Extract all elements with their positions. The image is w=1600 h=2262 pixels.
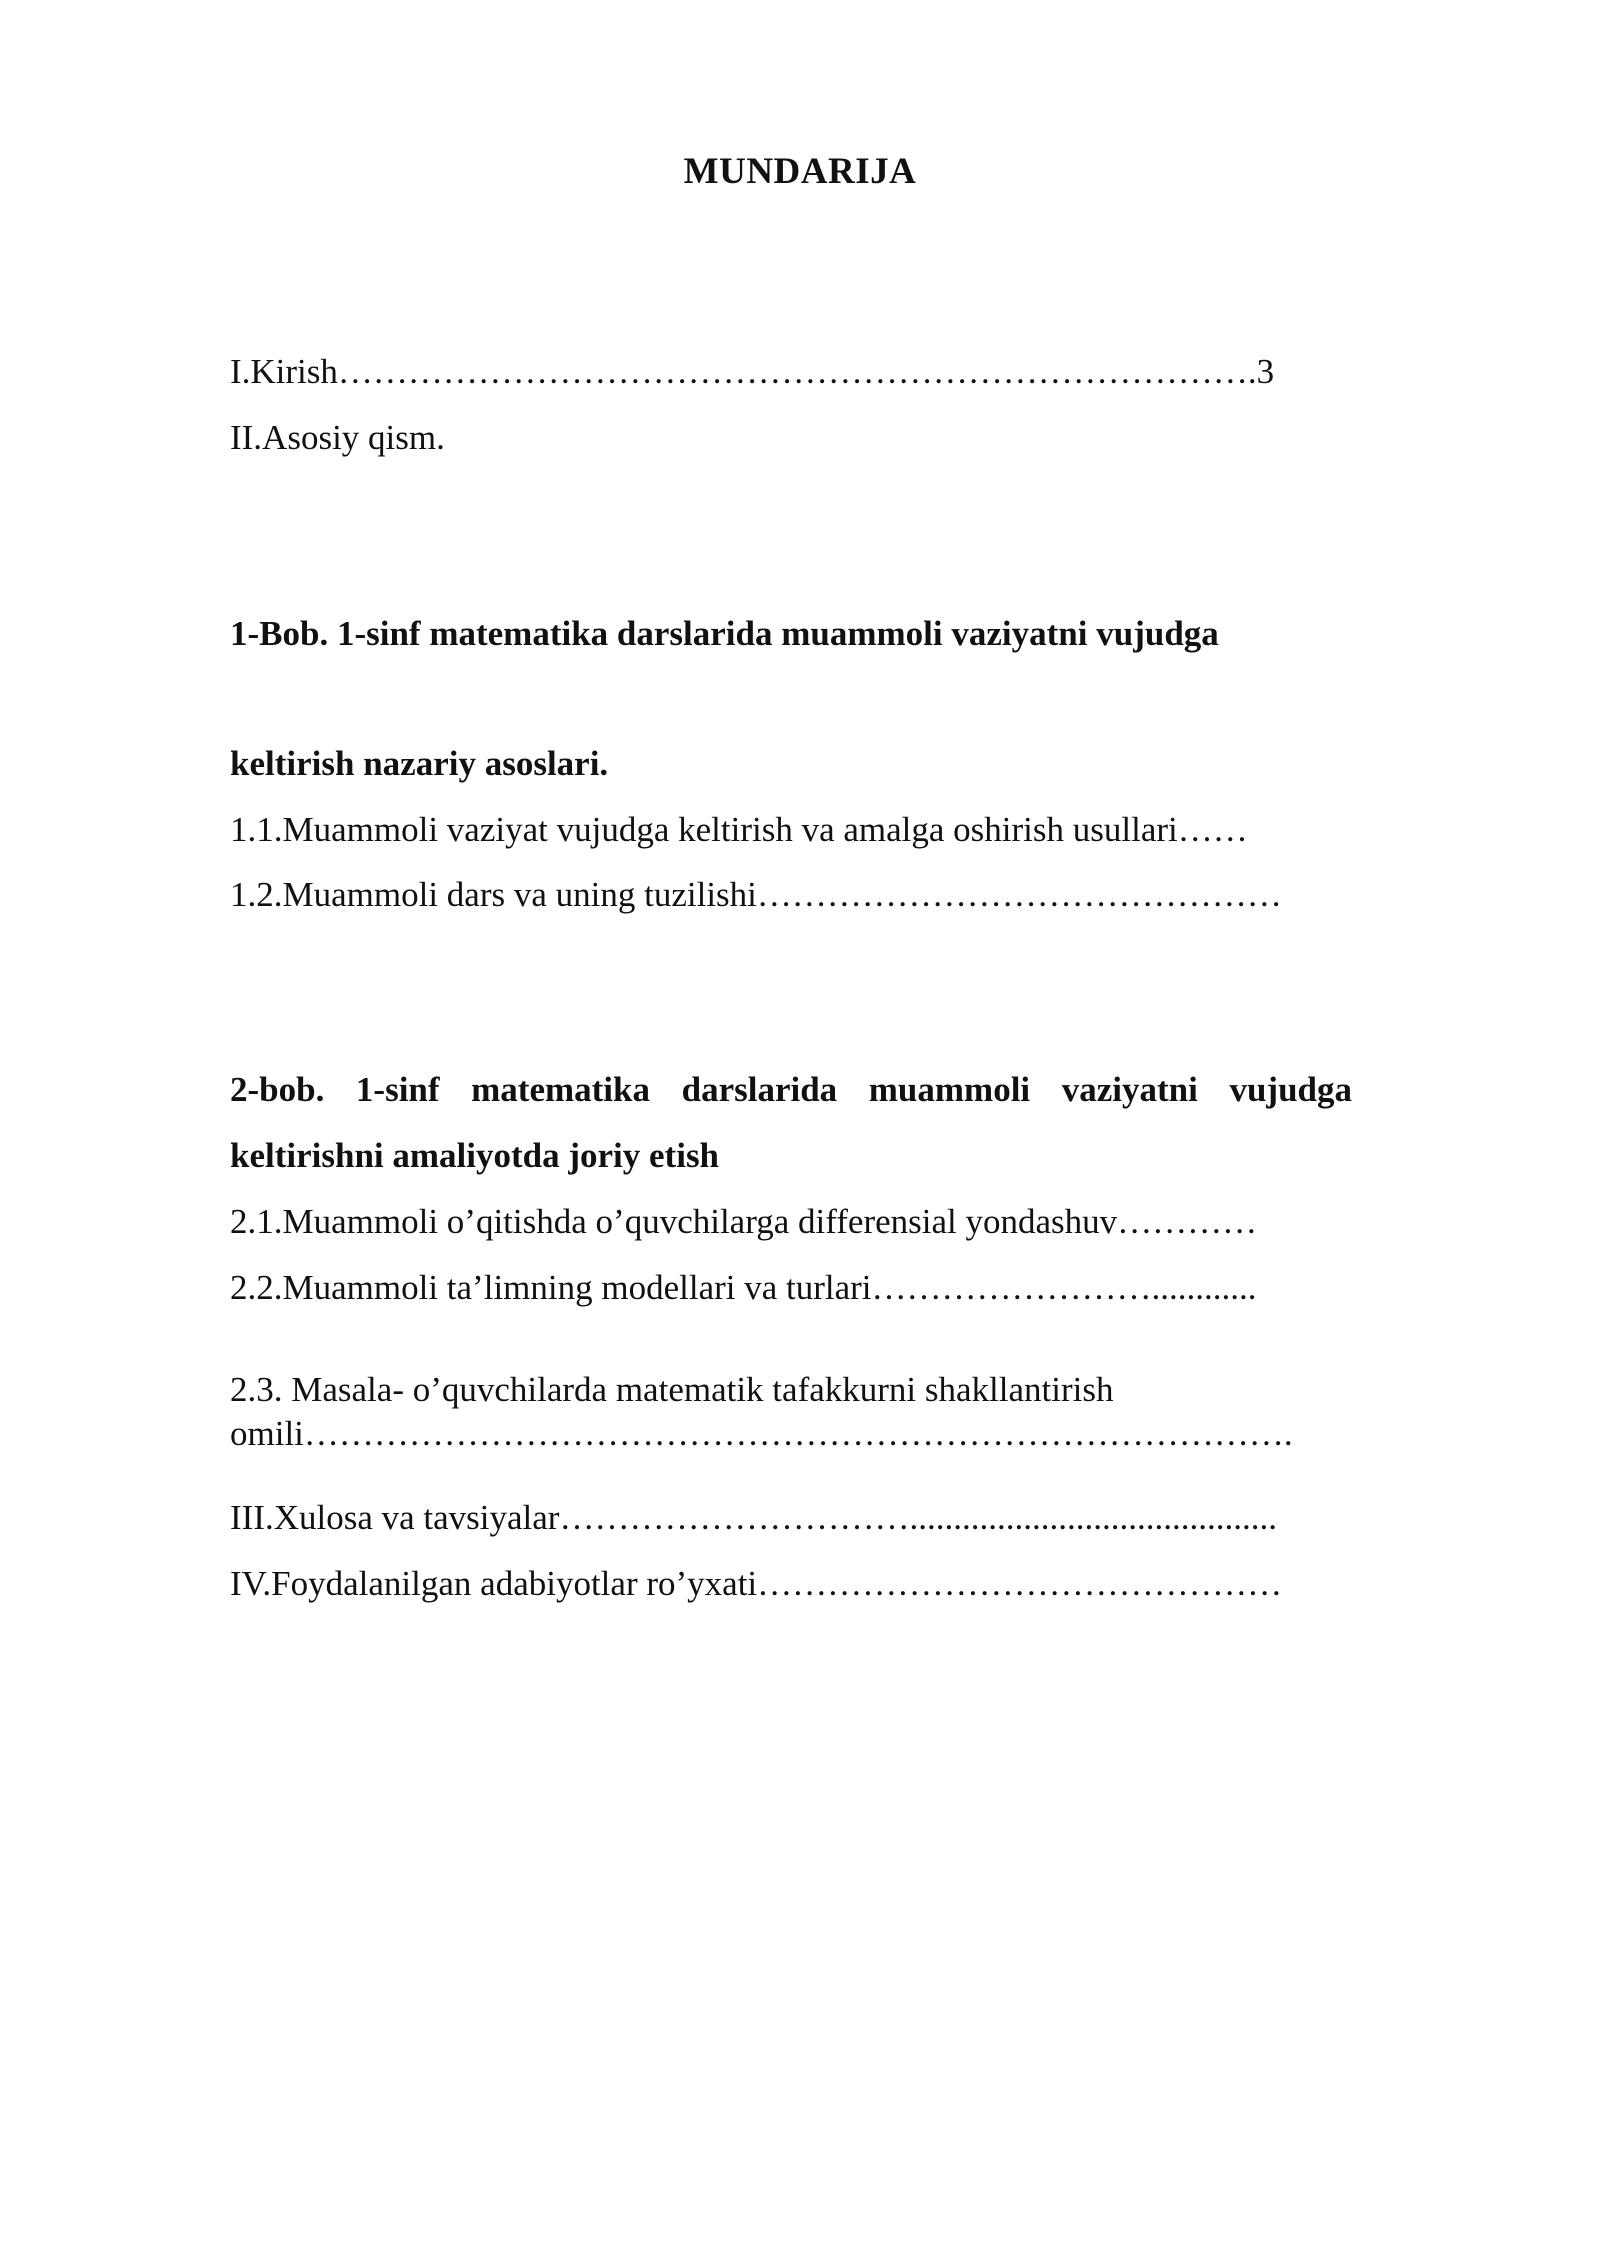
toc-chapter-2-title-line-1: 2-bob. 1-sinf matematika darslarida muammoli vaziyatni vujudga — [230, 1070, 1352, 1109]
toc-entry-main-part: II.Asosiy qism. — [230, 418, 445, 457]
toc-chapter-2-title-line-2: keltirishni amaliyotda joriy etish — [230, 1136, 720, 1175]
page-title: MUNDARIJA — [683, 151, 917, 192]
toc-entry-2-3-line-1: 2.3. Masala- o’quvchilarda matematik tafakkurni shakllantirish — [230, 1370, 1114, 1409]
toc-entry-conclusion: III.Xulosa va tavsiyalar………………………….......................................... — [230, 1498, 1277, 1537]
toc-entry-2-3-line-2: omili…………………………………………………………………………. — [230, 1414, 1293, 1453]
toc-entry-references: IV.Foydalanilgan adabiyotlar ro’yxati……………………………………… — [230, 1564, 1283, 1603]
toc-entry-2-2: 2.2.Muammoli ta’limning modellari va turlari……………………............ — [230, 1268, 1257, 1307]
toc-chapter-1-title-line-1: 1-Bob. 1-sinf matematika darslarida muammoli vaziyatni vujudga — [230, 614, 1219, 653]
toc-entry-1-1: 1.1.Muammoli vaziyat vujudga keltirish va amalga oshirish usullari…… — [230, 810, 1248, 849]
toc-entry-1-2: 1.2.Muammoli dars va uning tuzilishi……………………………………… — [230, 875, 1282, 914]
toc-chapter-1-title-line-2: keltirish nazariy asoslari. — [230, 744, 609, 783]
toc-entry-2-1: 2.1.Muammoli o’qitishda o’quvchilarga differensial yondashuv………… — [230, 1202, 1258, 1241]
toc-entry-introduction: I.Kirish…………………………………………………………………….3 — [230, 352, 1275, 391]
